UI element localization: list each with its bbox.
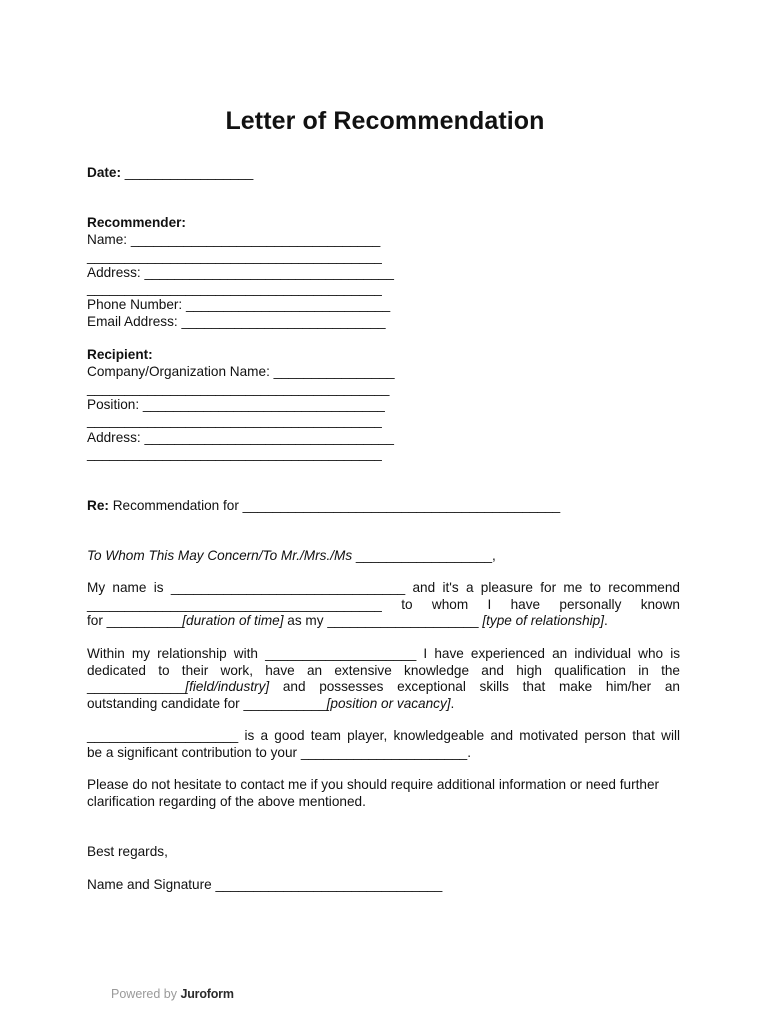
paragraph-intro-line-1 [87, 580, 680, 597]
recommendee-name-blank[interactable]: _______________________________ [170, 580, 406, 595]
recommender-phone-blank[interactable]: ___________________________ [186, 297, 391, 312]
salutation-blank[interactable]: __________________ [355, 548, 493, 563]
paragraph-intro [87, 580, 680, 630]
salutation-comma: , [492, 548, 496, 563]
text-segment: I have experienced an individual who is [423, 646, 681, 661]
text-segment: My name is [87, 580, 164, 595]
signature-blank[interactable]: ______________________________ [215, 877, 443, 892]
paragraph-qualifications-line-4 [87, 696, 680, 713]
salutation-line [87, 547, 496, 564]
text-segment: as my [287, 613, 324, 628]
text-segment: and it's a pleasure for me to recommend [412, 580, 680, 595]
paragraph-team-player-line-2 [87, 745, 680, 762]
recommender-heading: Recommender: [87, 215, 186, 230]
recipient-address-line [87, 429, 394, 446]
recommender-address-blank[interactable]: _________________________________ [144, 265, 394, 280]
recommender-name-blank-2[interactable]: _______________________________________ [87, 249, 382, 264]
paragraph-team-player-line-1 [87, 728, 680, 745]
recommender-email-line [87, 313, 386, 330]
text-segment: and possesses exceptional skills that make him/her an [282, 679, 680, 694]
text-segment: be a significant contribution to your [87, 744, 298, 760]
text-segment: Within my relationship with [87, 646, 258, 661]
footer-prefix: Powered by [111, 987, 178, 1001]
text-segment: to whom I have personally known [401, 596, 680, 612]
paragraph-qualifications-line-3 [87, 679, 680, 696]
recipient-company-blank-2[interactable]: ________________________________________ [87, 381, 390, 396]
text-segment: outstanding candidate for [87, 695, 240, 711]
signature-label: Name and Signature [87, 877, 212, 892]
recipient-company-label: Company/Organization Name: [87, 364, 270, 379]
relationship-hint: [type of relationship] [482, 613, 605, 628]
text-segment: . [604, 613, 608, 628]
field-blank[interactable]: _____________ [87, 679, 186, 694]
organization-blank[interactable]: ______________________ [300, 744, 468, 760]
recommender-address-blank-2[interactable]: _______________________________________ [87, 281, 382, 296]
date-line [87, 164, 253, 181]
closing-text: Best regards, [87, 844, 168, 859]
recipient-address-blank-2[interactable]: _______________________________________ [87, 446, 382, 461]
recommendee-blank[interactable]: ____________________ [87, 728, 239, 743]
recipient-address-blank[interactable]: _________________________________ [144, 430, 394, 445]
re-line [87, 497, 560, 514]
recipient-position-label: Position: [87, 397, 140, 412]
paragraph-intro-line-2 [87, 597, 680, 614]
recipient-address-label: Address: [87, 430, 141, 445]
paragraph-contact-line-2: clarification regarding of the above mentioned. [87, 793, 366, 809]
relationship-blank[interactable]: ____________________ [327, 613, 479, 628]
powered-by-footer [111, 987, 234, 1001]
recipient-company-line [87, 363, 395, 380]
re-text: Recommendation for [112, 498, 239, 513]
document-title: Letter of Recommendation [225, 107, 545, 135]
field-hint: [field/industry] [185, 679, 270, 694]
text-segment: . [450, 695, 455, 711]
recipient-heading: Recipient: [87, 347, 153, 362]
text-segment: . [467, 744, 471, 760]
recommendee-blank[interactable]: _______________________________________ [87, 596, 382, 612]
paragraph-qualifications-line-1 [87, 646, 680, 663]
paragraph-contact [87, 777, 680, 810]
paragraph-qualifications [87, 646, 680, 712]
signature-line [87, 876, 442, 893]
text-segment: for [87, 613, 103, 628]
date-label: Date: [87, 165, 121, 180]
recommender-address-line [87, 264, 394, 281]
recipient-position-line [87, 396, 385, 413]
date-blank[interactable]: _________________ [124, 165, 254, 180]
paragraph-contact-line-1: Please do not hesitate to contact me if you should require additional information or need further [87, 777, 660, 792]
recommender-name-label: Name: [87, 232, 128, 247]
re-label: Re: [87, 498, 109, 513]
recommender-phone-line [87, 296, 390, 313]
recommender-name-blank[interactable]: _________________________________ [130, 232, 381, 247]
duration-blank[interactable]: __________ [106, 613, 183, 628]
recommender-phone-label: Phone Number: [87, 297, 183, 312]
recipient-position-blank-2[interactable]: _______________________________________ [87, 413, 382, 428]
recommender-email-label: Email Address: [87, 314, 178, 329]
recommender-address-label: Address: [87, 265, 141, 280]
recommender-name-line [87, 231, 380, 248]
re-blank[interactable]: __________________________________________ [242, 498, 561, 513]
paragraph-team-player [87, 728, 680, 761]
text-segment: is a good team player, knowledgeable and motivated person that will [244, 728, 680, 743]
position-blank[interactable]: ___________ [243, 695, 327, 711]
recommendee-blank[interactable]: ____________________ [265, 646, 417, 661]
paragraph-qualifications-line-2: dedicated to their work, have an extensive knowledge and high qualification in the [87, 662, 680, 678]
duration-hint: [duration of time] [182, 613, 284, 628]
juroform-logo: Juroform [180, 987, 234, 1001]
paragraph-intro-line-3 [87, 613, 680, 630]
recipient-company-blank[interactable]: ________________ [273, 364, 395, 379]
position-hint: [position or vacancy] [326, 695, 451, 711]
recipient-position-blank[interactable]: ________________________________ [142, 397, 385, 412]
salutation-text: To Whom This May Concern/To Mr./Mrs./Ms [87, 548, 353, 563]
recommender-email-blank[interactable]: ___________________________ [181, 314, 386, 329]
